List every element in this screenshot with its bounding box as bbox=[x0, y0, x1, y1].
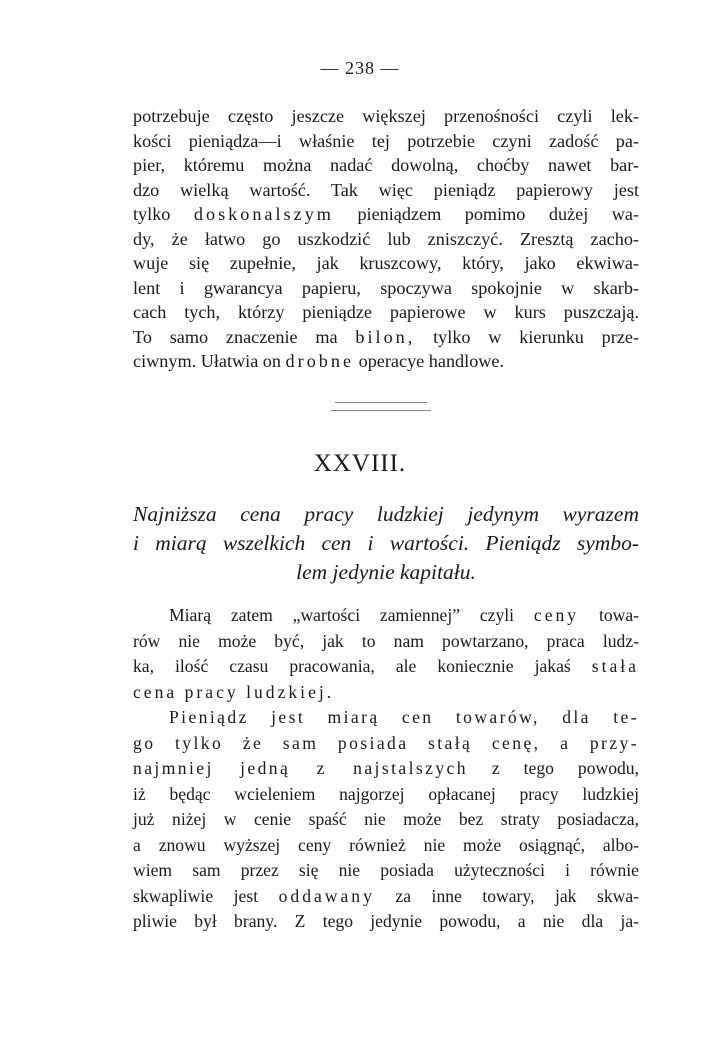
section-divider bbox=[335, 402, 427, 403]
text-line: a znowu wyższej ceny również nie może osiągnąć, albo- bbox=[133, 834, 639, 855]
text-line bbox=[133, 756, 639, 782]
text-fragment: tylko bbox=[133, 204, 171, 224]
text-line: pliwie był brany. Z tego jedynie powodu, a nie dla ja- bbox=[133, 911, 639, 931]
text-fragment: To samo znaczenie ma bbox=[133, 326, 338, 347]
chapter-title bbox=[133, 500, 639, 587]
text-line: lent i gwarancya papieru, spoczywa spokojnie w skarb- bbox=[133, 277, 639, 298]
text-line: potrzebuje często jeszcze większej przenośności czyli lek- bbox=[133, 106, 639, 126]
text-line: kości pieniądza—i właśnie tej potrzebie czyni zadość pa- bbox=[133, 130, 639, 151]
section-divider bbox=[331, 410, 431, 411]
chapter-title-line: Najniższa cena pracy ludzkiej jedynym wyrazem bbox=[133, 502, 639, 526]
text-line: iż będąc wcieleniem najgorzej opłacanej pracy ludzkiej bbox=[133, 783, 639, 804]
text-line: rów nie może być, jak to nam powtarzano, praca ludz- bbox=[133, 630, 639, 651]
text-fragment: skwapliwie jest bbox=[133, 885, 259, 906]
text-line bbox=[133, 325, 639, 350]
text-line bbox=[133, 349, 639, 374]
paragraph-money-portability bbox=[133, 104, 639, 374]
text-fragment: za inne towary, jak skwa- bbox=[395, 885, 639, 906]
text-line bbox=[133, 202, 639, 227]
page-number: — 238 — bbox=[320, 58, 400, 78]
text-fragment: pieniądzem pomimo dużej wa- bbox=[357, 204, 639, 224]
chapter-body bbox=[133, 603, 639, 935]
text-line: dy, że łatwo go uszkodzić lub zniszczyć. Zresztą zacho- bbox=[133, 228, 639, 249]
text-line bbox=[133, 654, 639, 680]
text-line: wiem sam przez się nie posiada użyteczności i równie bbox=[133, 860, 639, 880]
spaced-emphasis: go tylko że sam posiada stałą cenę, a przy- bbox=[133, 732, 639, 753]
spaced-emphasis: ceny bbox=[533, 605, 580, 625]
text-fragment: operacye handlowe. bbox=[358, 351, 505, 371]
text-fragment: ciwnym. Ułatwia on bbox=[133, 351, 281, 371]
spaced-emphasis: Pieniądz jest miarą cen towarów, dla te- bbox=[169, 707, 639, 727]
text-line bbox=[133, 705, 639, 731]
text-fragment: towa- bbox=[598, 605, 640, 625]
text-line: już niżej w cenie spaść nie może bez straty posiadacza, bbox=[133, 809, 639, 829]
spaced-emphasis: najmniej jedną z najstalszych bbox=[133, 758, 468, 778]
text-line bbox=[133, 603, 639, 629]
text-fragment: z tego powodu, bbox=[491, 758, 639, 778]
text-line bbox=[133, 731, 639, 757]
text-line bbox=[133, 884, 639, 910]
text-fragment: ka, ilość czasu pracowania, ale koniecznie jakaś bbox=[133, 656, 571, 676]
spaced-emphasis: doskonalszym bbox=[193, 204, 334, 224]
spaced-emphasis: bilon, bbox=[355, 326, 416, 347]
spaced-emphasis: stała bbox=[591, 656, 639, 676]
text-line: dzo wielką wartość. Tak więc pieniądz papierowy jest bbox=[133, 179, 639, 200]
chapter-title-line: lem jedynie kapitału. bbox=[296, 560, 476, 584]
chapter-title-line: i miarą wszelkich cen i wartości. Pieniądz symbo- bbox=[133, 531, 639, 555]
text-line: wuje się zupełnie, jak kruszcowy, który, jako ekwiwa- bbox=[133, 253, 639, 273]
text-line: cach tych, którzy pieniądze papierowe w kurs puszczają. bbox=[133, 302, 639, 322]
chapter-number: XXVIII. bbox=[313, 450, 407, 477]
text-fragment: tylko w kierunku prze- bbox=[433, 326, 640, 347]
text-line: pier, któremu można nadać dowolną, choćby nawet bar- bbox=[133, 155, 639, 175]
text-line bbox=[133, 680, 639, 706]
spaced-emphasis: oddawany bbox=[278, 885, 375, 906]
spaced-emphasis: drobne bbox=[285, 351, 355, 371]
spaced-emphasis: cena pracy ludzkiej. bbox=[133, 681, 335, 702]
text-fragment: Miarą zatem „wartości zamiennej” czyli bbox=[169, 605, 515, 625]
